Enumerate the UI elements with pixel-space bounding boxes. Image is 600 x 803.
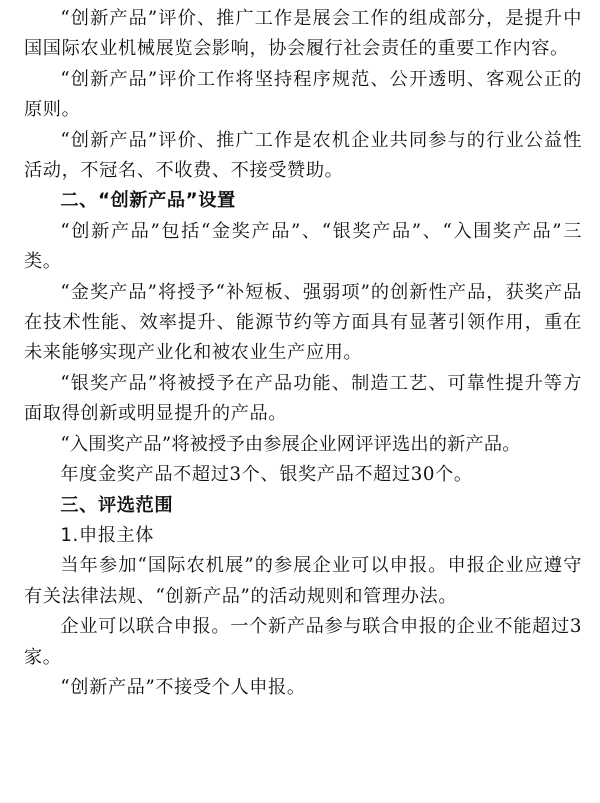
- subsection-1-paragraph-1: 当年参加“国际农机展”的参展企业可以申报。申报企业应遵守有关法律法规、“创新产品”的活动规则和管理办法。: [24, 555, 582, 607]
- intro-paragraph-3: “创新产品”评价、推广工作是农机企业共同参与的行业公益性活动，不冠名、不收费、不接受赞助。: [24, 129, 582, 182]
- section-2-paragraph-3: “银奖产品”将被授予在产品功能、制造工艺、可靠性提升等方面取得创新或明显提升的产品。: [24, 372, 582, 425]
- intro-paragraph-2: “创新产品”评价工作将坚持程序规范、公开透明、客观公正的原则。: [24, 68, 582, 121]
- subsection-1-paragraph-2: 企业可以联合申报。一个新产品参与联合申报的企业不能超过3家。: [24, 616, 582, 668]
- subsection-1-paragraph-3: “创新产品”不接受个人申报。: [60, 676, 306, 698]
- section-2-heading: 二、“创新产品”设置: [60, 190, 236, 212]
- intro-paragraph-1: “创新产品”评价、推广工作是展会工作的组成部分，是提升中国国际农业机械展览会影响，协会履行社会责任的重要工作内容。: [24, 8, 582, 60]
- section-2-paragraph-5: 年度金奖产品不超过3个、银奖产品不超过30个。: [60, 464, 473, 486]
- section-2-paragraph-1: “创新产品”包括“金奖产品”、“银奖产品”、“入围奖产品”三类。: [24, 220, 582, 273]
- subsection-1-heading: 1.申报主体: [60, 524, 155, 546]
- section-2-paragraph-4: “入围奖产品”将被授予由参展企业网评评选出的新产品。: [60, 433, 521, 455]
- section-3-heading: 三、评选范围: [60, 494, 174, 516]
- section-2-paragraph-2: “金奖产品”将授予“补短板、强弱项”的创新性产品，获奖产品在技术性能、效率提升、能源节约等方面具有显著引领作用，重在未来能够实现产业化和被农业生产应用。: [24, 281, 582, 364]
